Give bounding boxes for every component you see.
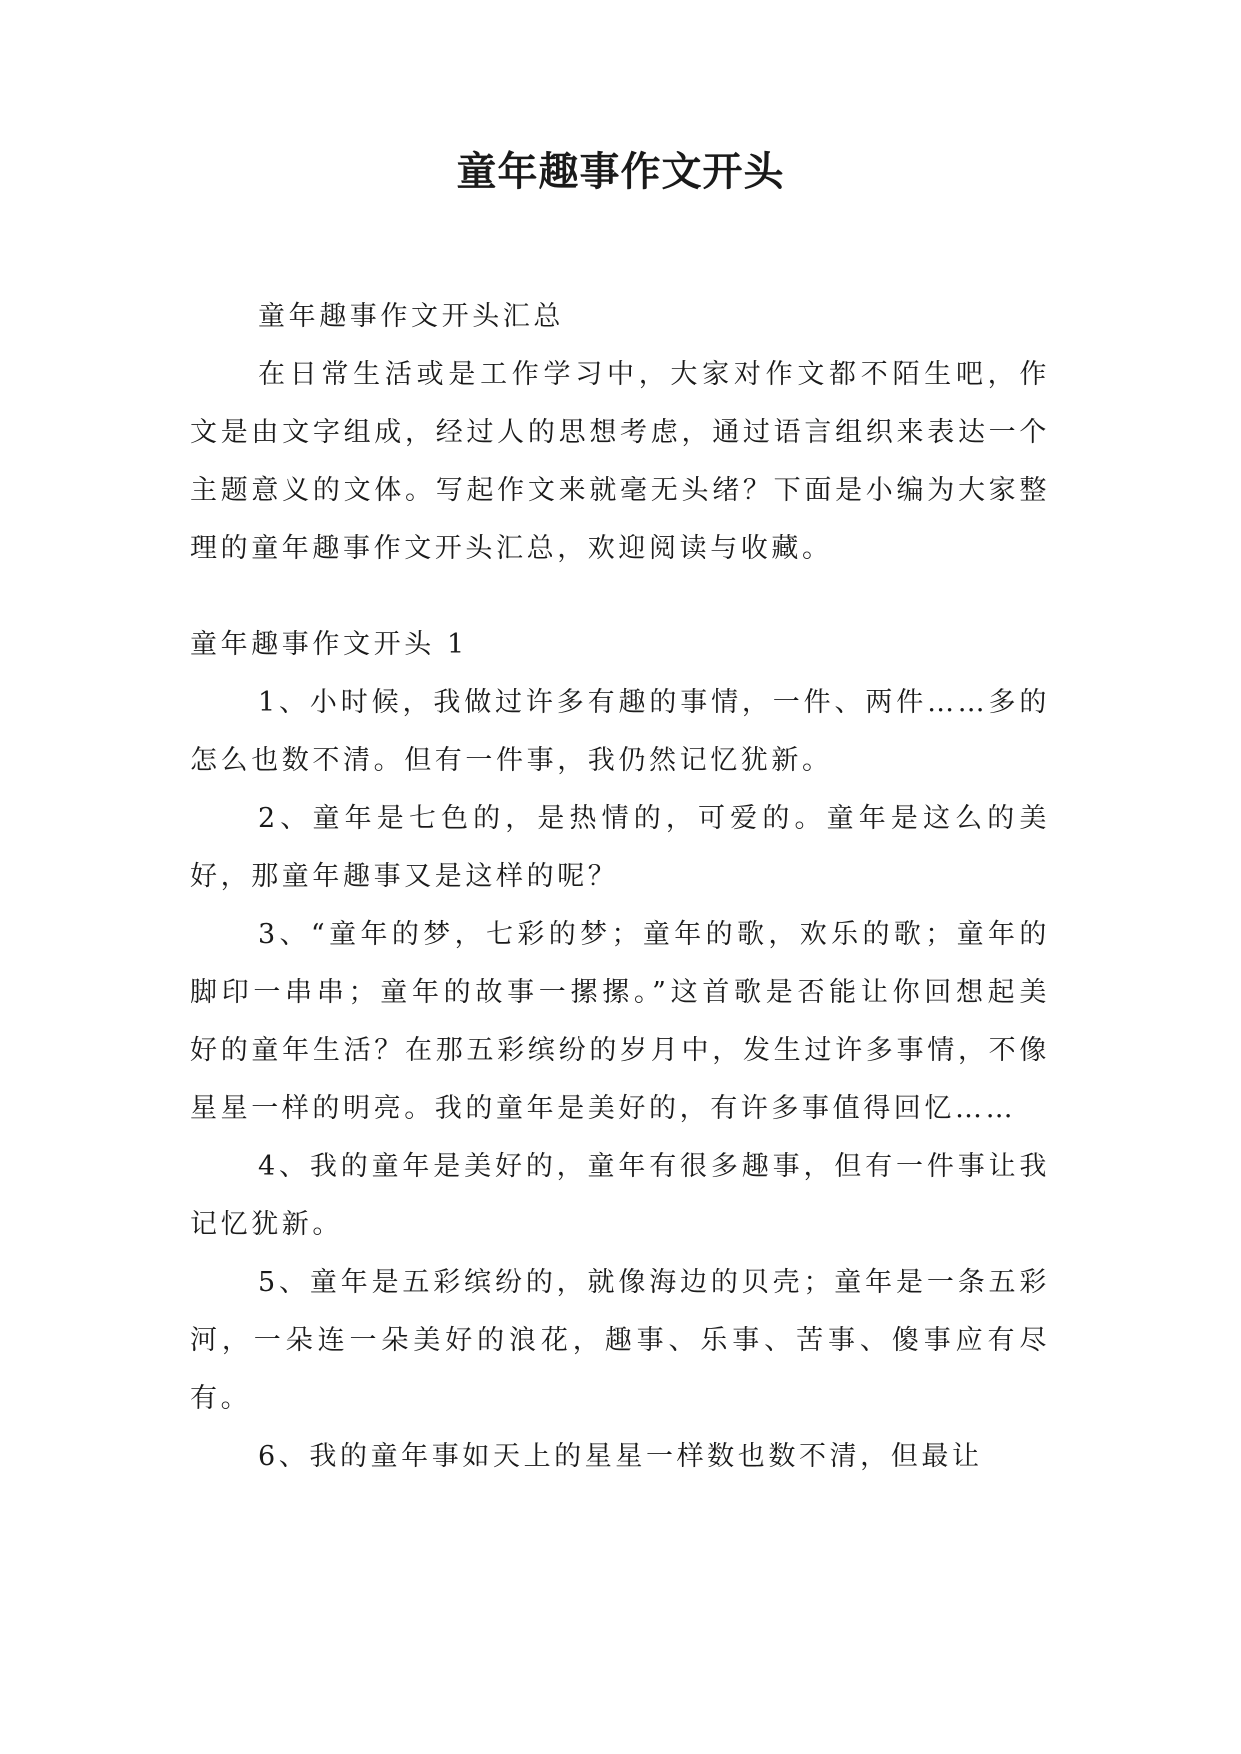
document-body xyxy=(190,288,1050,1486)
intro-paragraph: 在日常生活或是工作学习中，大家对作文都不陌生吧，作文是由文字组成，经过人的思想考虑，通过语言组织来表达一个主题意义的文体。写起作文来就毫无头绪？下面是小编为大家整理的童年趣事作文开头汇总，欢迎阅读与收藏。 xyxy=(190,359,1050,564)
document-title: 童年趣事作文开头 xyxy=(456,149,785,195)
list-item-1: 1、小时候，我做过许多有趣的事情，一件、两件……多的怎么也数不清。但有一件事，我仍然记忆犹新。 xyxy=(190,687,1050,776)
list-item-6: 6、我的童年事如天上的星星一样数也数不清，但最让 xyxy=(258,1441,983,1472)
list-item-3: 3、“童年的梦，七彩的梦；童年的歌，欢乐的歌；童年的脚印一串串；童年的故事一摞摞。”这首歌是否能让你回想起美好的童年生活？在那五彩缤纷的岁月中，发生过许多事情，不像星星一样的明亮。我的童年是美好的，有许多事值得回忆…… xyxy=(190,919,1050,1124)
document-subtitle: 童年趣事作文开头汇总 xyxy=(258,301,564,332)
list-item-5: 5、童年是五彩缤纷的，就像海边的贝壳；童年是一条五彩河，一朵连一朵美好的浪花，趣事、乐事、苦事、傻事应有尽有。 xyxy=(190,1267,1050,1414)
list-item-4: 4、我的童年是美好的，童年有很多趣事，但有一件事让我记忆犹新。 xyxy=(190,1151,1050,1240)
section-heading: 童年趣事作文开头 1 xyxy=(190,629,468,660)
list-item-2: 2、童年是七色的，是热情的，可爱的。童年是这么的美好，那童年趣事又是这样的呢？ xyxy=(190,803,1050,892)
